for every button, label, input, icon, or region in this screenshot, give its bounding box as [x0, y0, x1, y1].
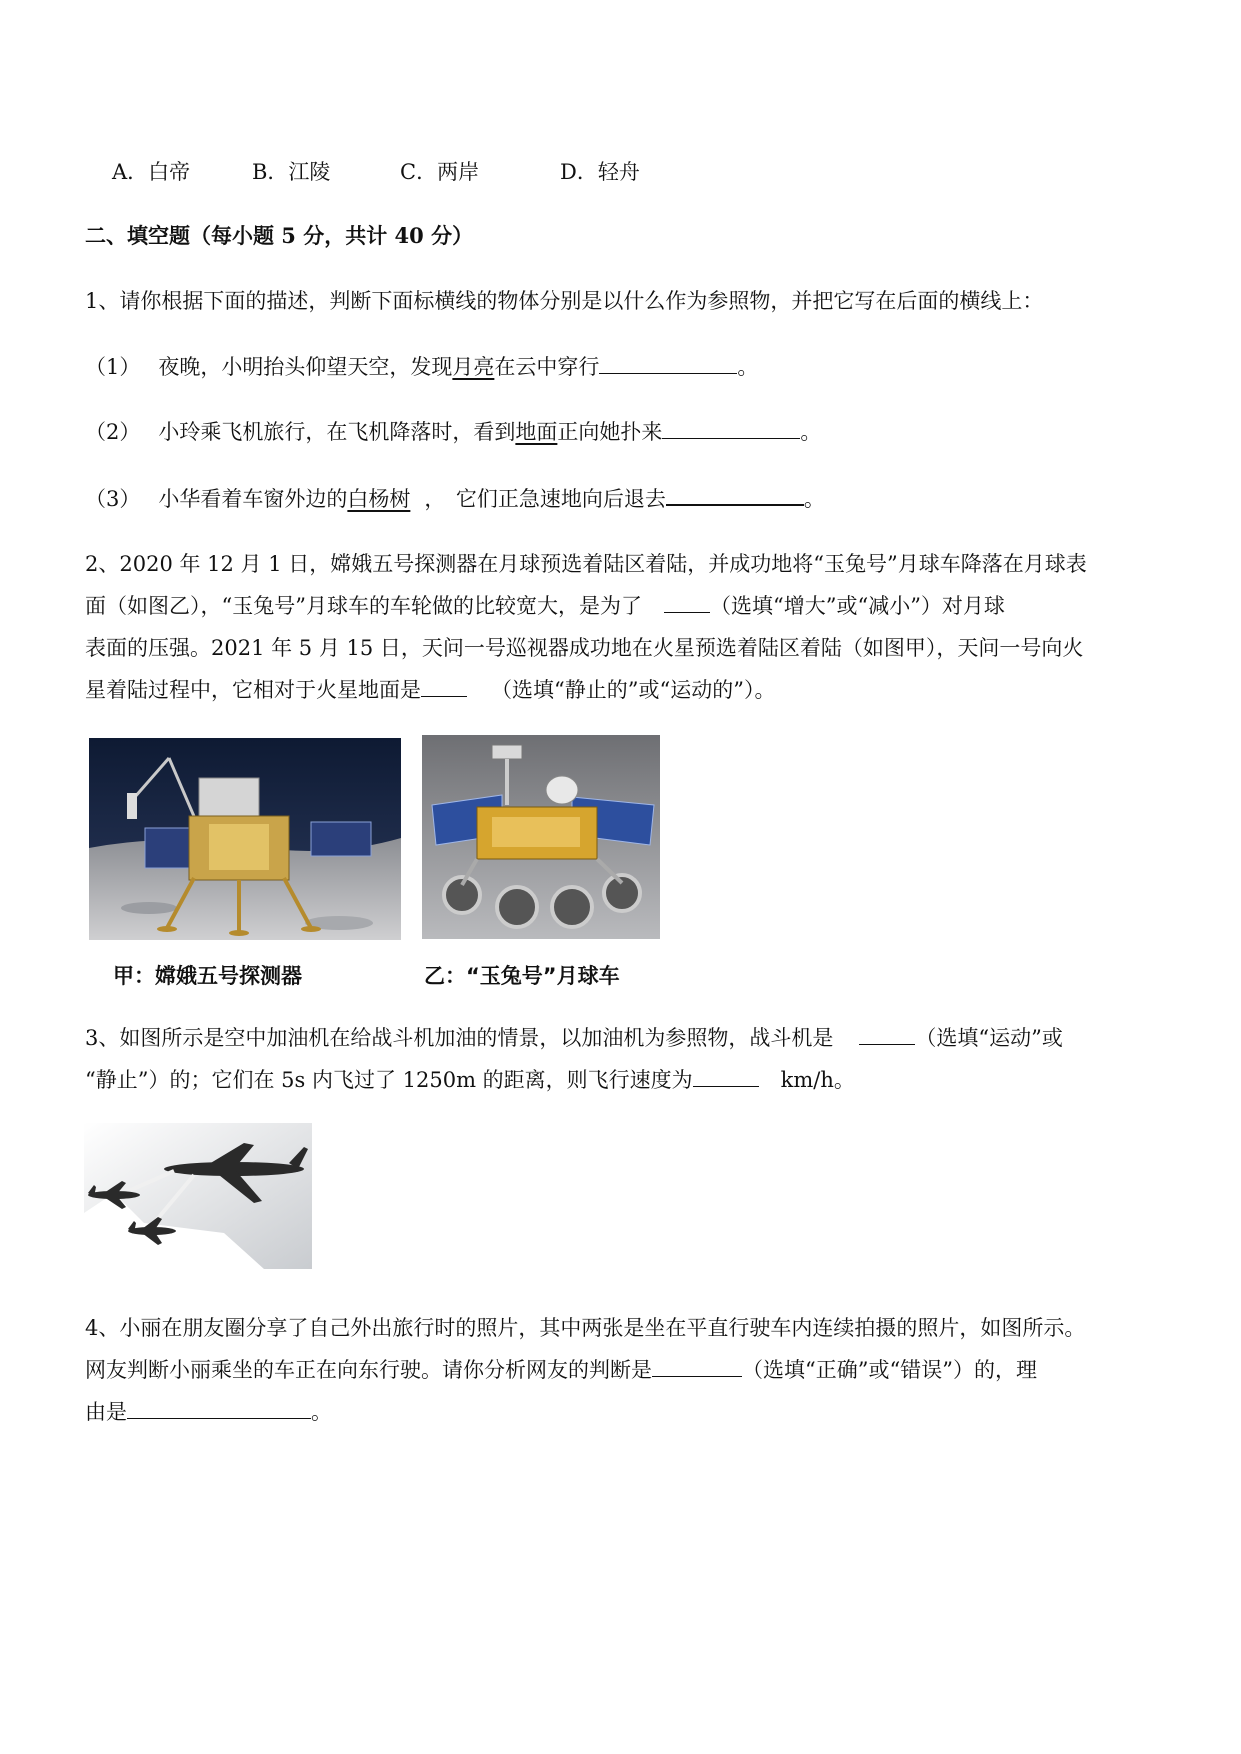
caption-rover: 乙：“玉兔号”月球车: [424, 964, 620, 988]
q2-blank-1[interactable]: [664, 592, 710, 613]
q1-item-2-underlined: 地面: [515, 420, 558, 444]
q1-item-1: （1） 夜晚，小明抬头仰望天空，发现月亮在云中穿行 。: [85, 355, 759, 379]
rover-image: [422, 735, 660, 939]
q1-item-1-num: （1）: [85, 355, 141, 379]
q4-line-1: 4、小丽在朋友圈分享了自己外出旅行时的照片，其中两张是坐在平直行驶车内连续拍摄的照片，如图所示。: [85, 1316, 1086, 1340]
refuel-image: [84, 1123, 312, 1269]
q1-intro: 1、请你根据下面的描述，判断下面标横线的物体分别是以什么作为参照物，并把它写在后面的横线上：: [85, 289, 1044, 313]
q1-item-2: （2） 小玲乘飞机旅行，在飞机降落时，看到地面正向她扑来 。: [85, 420, 822, 444]
caption-lander: 甲：嫦娥五号探测器: [113, 964, 302, 988]
option-b: B．江陵: [252, 160, 331, 184]
option-c: C．两岸: [400, 160, 480, 184]
q4-line-2: 网友判断小丽乘坐的车正在向东行驶。请你分析网友的判断是 （选填“正确”或“错误”）的，理: [85, 1358, 1037, 1382]
q1-blank-1[interactable]: [599, 353, 737, 374]
q1-item-3: （3） 小华看着车窗外边的白杨树 ， 它们正急速地向后退去 。: [85, 484, 825, 513]
q3-line-2: “静止”）的；它们在 5s 内飞过了 1250m 的距离，则飞行速度为 km/h。: [85, 1068, 855, 1092]
q4-line-3: 由是 。: [85, 1400, 332, 1424]
option-d: D．轻舟: [560, 160, 640, 184]
q2-line-3: 表面的压强。2021 年 5 月 15 日，天问一号巡视器成功地在火星预选着陆区着陆（如图甲），天问一号向火: [85, 636, 1084, 660]
q3-blank-2[interactable]: [693, 1066, 759, 1087]
option-a: A．白帝: [112, 160, 191, 184]
section-title: 二、填空题（每小题 5 分，共计 40 分）: [85, 223, 474, 248]
q2-line-2: 面（如图乙），“玉兔号”月球车的车轮做的比较宽大，是为了 （选填“增大”或“减小”）对月球: [85, 594, 1005, 618]
q2-line-1: 2、2020 年 12 月 1 日，嫦娥五号探测器在月球预选着陆区着陆，并成功地将“玉兔号”月球车降落在月球表: [85, 552, 1087, 576]
q1-item-3-num: （3）: [85, 487, 141, 511]
q1-item-1-underlined: 月亮: [452, 355, 495, 379]
q4-blank-1[interactable]: [652, 1356, 742, 1377]
q1-blank-3[interactable]: [666, 484, 804, 506]
q1-item-2-num: （2）: [85, 420, 141, 444]
q1-blank-2[interactable]: [662, 418, 800, 439]
q2-blank-2[interactable]: [421, 676, 467, 697]
q3-blank-1[interactable]: [859, 1024, 915, 1045]
lander-image: [89, 738, 401, 940]
q3-line-1: 3、如图所示是空中加油机在给战斗机加油的情景，以加油机为参照物，战斗机是 （选填“运动”或: [85, 1026, 1063, 1050]
q4-blank-2[interactable]: [127, 1398, 311, 1419]
q1-item-3-underlined: 白杨树: [347, 487, 411, 511]
q2-line-4: 星着陆过程中，它相对于火星地面是 （选填“静止的”或“运动的”）。: [85, 678, 776, 702]
